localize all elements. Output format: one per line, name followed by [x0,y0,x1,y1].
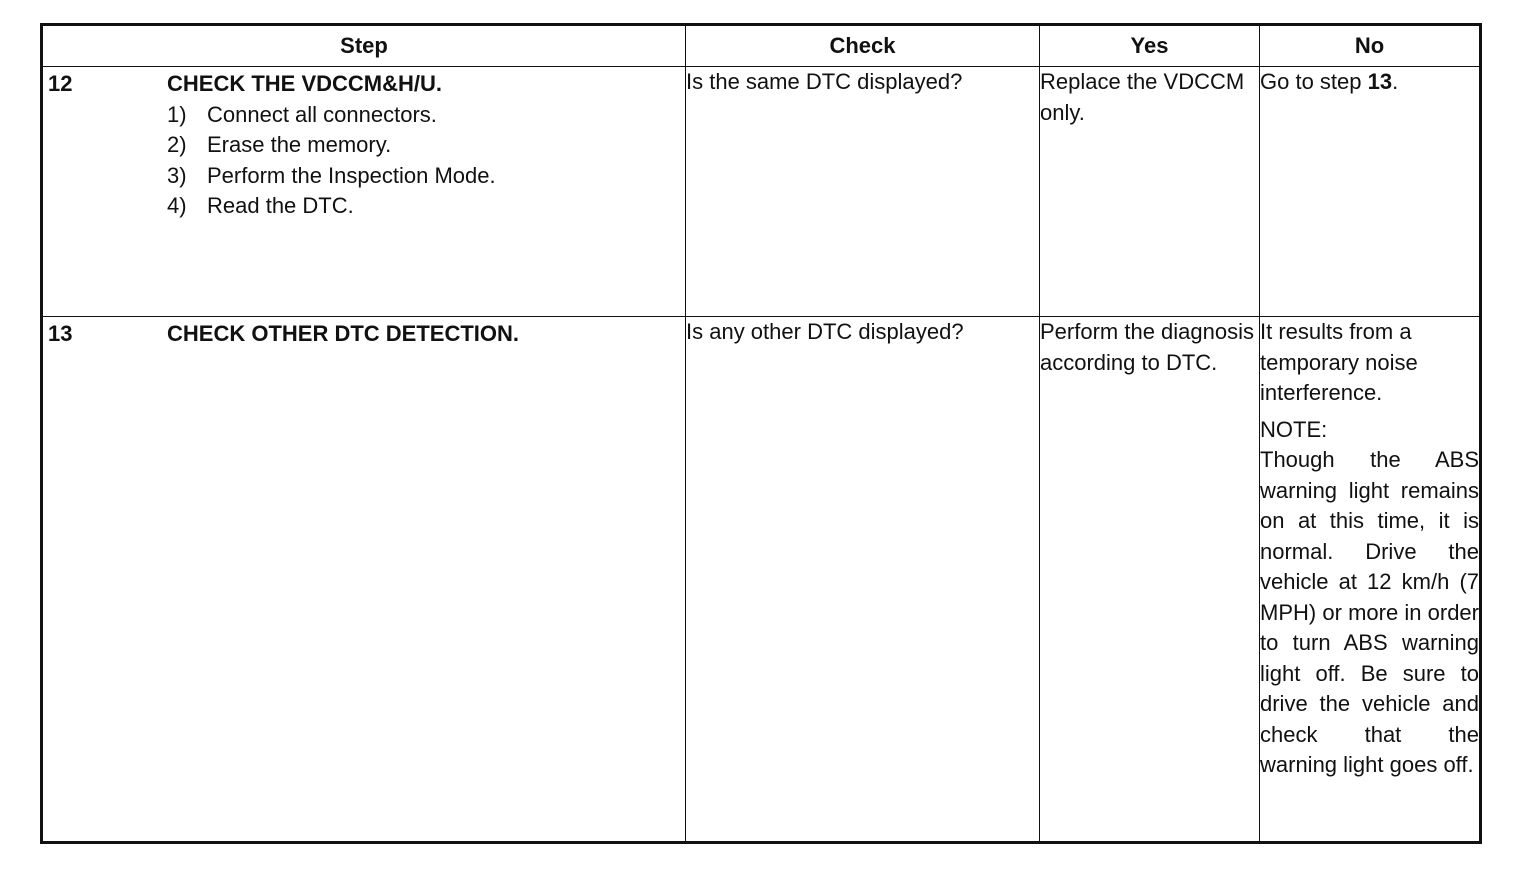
no-step-ref: 13 [1367,69,1393,94]
header-check: Check [686,25,1040,67]
substep-text: Read the DTC. [207,193,354,218]
step-title: CHECK OTHER DTC DETECTION. [167,321,519,346]
table-row [42,317,1481,843]
substep [167,130,685,161]
no-cell [1260,67,1481,317]
table-row [42,67,1481,317]
substep-text: Erase the memory. [207,132,392,157]
substep-text: Connect all connectors. [207,101,437,127]
header-yes: Yes [1040,25,1260,67]
header-step: Step [42,25,686,67]
note-label: NOTE: [1260,416,1328,442]
substep [167,161,685,192]
no-text: It results from a temporary noise interference. [1260,319,1418,405]
no-text-prefix: Go to step [1260,69,1368,94]
step-cell [42,67,686,317]
substep-text: Perform the Inspection Mode. [207,162,496,188]
substep-number: 2) [167,132,187,157]
substep [167,100,685,131]
diagnostic-table [40,23,1482,844]
step-title: CHECK THE VDCCM&H/U. [167,71,442,96]
yes-cell: Perform the diagnosis according to DTC. [1040,317,1260,843]
header-no: No [1260,25,1481,67]
substep [167,191,685,222]
check-cell: Is any other DTC displayed? [686,317,1040,843]
substep-number: 4) [167,193,187,218]
no-text-suffix: . [1392,69,1399,94]
substep-number: 3) [167,162,187,188]
header-row [42,25,1481,67]
step-number: 12 [48,71,73,96]
substep-number: 1) [167,101,187,127]
note-text: Though the ABS warning light remains on at this time, it is normal. Drive the vehicle at 12 km/h (7 MPH) or more in order to turn ABS warning light off. Be sure to drive the vehicle and check that the warning light goes off. [1260,447,1479,777]
step-number: 13 [48,321,73,346]
no-cell [1260,317,1481,843]
check-cell: Is the same DTC displayed? [686,67,1040,317]
yes-cell: Replace the VDCCM only. [1040,67,1260,317]
step-cell [42,317,686,843]
